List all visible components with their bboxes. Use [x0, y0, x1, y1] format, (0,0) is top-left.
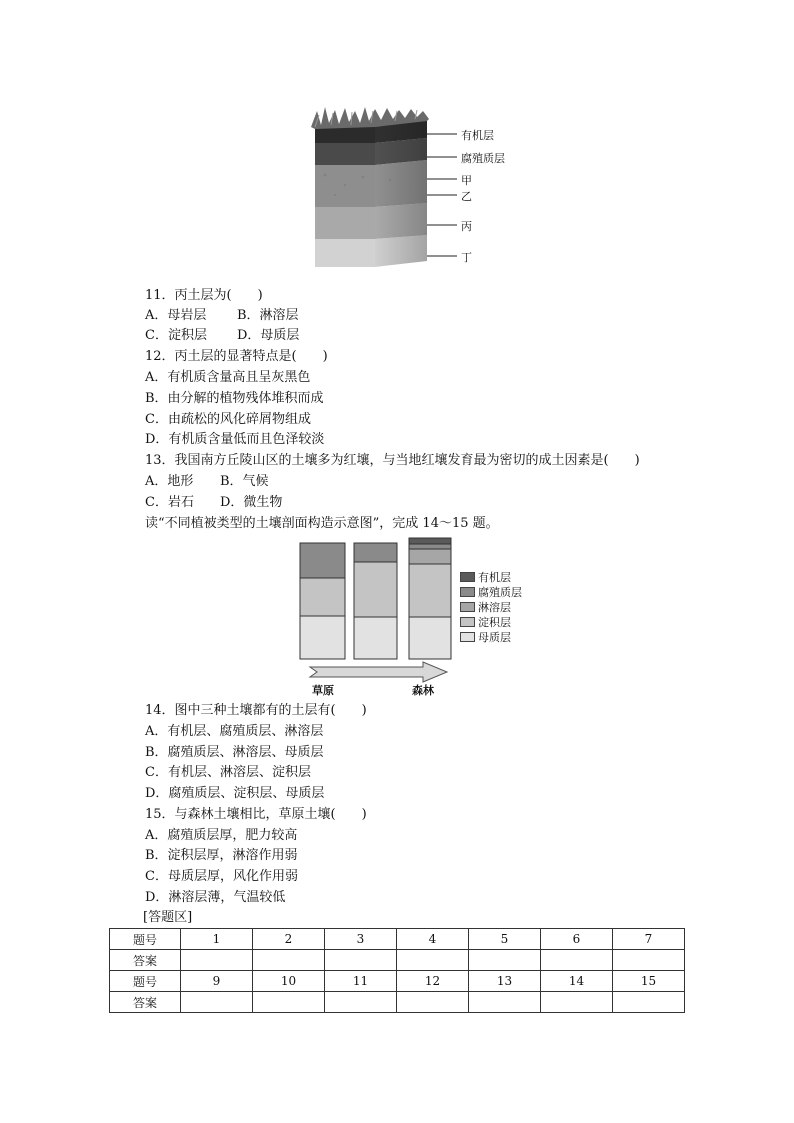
label-yi: 乙 [461, 190, 472, 203]
option-c: C．有机层、淋溶层、淀积层 [145, 765, 311, 780]
forest-deposition [409, 564, 451, 617]
header-cell: 答案 [110, 992, 181, 1013]
option-c: C．母质层厚，风化作用弱 [145, 869, 298, 884]
answer-cell[interactable] [541, 950, 613, 971]
answer-cell[interactable] [181, 992, 253, 1013]
arrow-start-label: 草原 [312, 684, 334, 697]
question-number-cell: 11 [325, 971, 397, 992]
option-a: A．有机质含量高且呈灰黑色 [145, 370, 311, 385]
question-number-cell: 13 [469, 971, 541, 992]
table-row [110, 992, 685, 1013]
header-cell: 题号 [110, 929, 181, 950]
legend-swatch [460, 632, 475, 642]
option-b: B．由分解的植物残体堆积而成 [145, 391, 324, 406]
answer-cell[interactable] [181, 950, 253, 971]
answer-cell[interactable] [325, 950, 397, 971]
label-ding: 丁 [461, 251, 472, 264]
arrow-icon [310, 662, 447, 682]
question-number-cell: 4 [397, 929, 469, 950]
answer-table [109, 928, 685, 1013]
option-d: D．腐殖质层、淀积层、母质层 [145, 786, 325, 801]
answer-cell[interactable] [253, 992, 325, 1013]
label-organic-layer: 有机层 [461, 129, 494, 142]
question-number-cell: 14 [541, 971, 613, 992]
table-row [110, 971, 685, 992]
question-14-stem: 14．图中三种土壤都有的土层有( ) [145, 703, 367, 718]
header-cell: 题号 [110, 971, 181, 992]
legend-swatch [460, 587, 475, 597]
option-d: D．微生物 [220, 495, 283, 510]
option-b: B．气候 [220, 474, 269, 489]
answer-cell[interactable] [541, 992, 613, 1013]
question-13-stem: 13．我国南方丘陵山区的土壤多为红壤，与当地红壤发育最为密切的成土因素是( ) [145, 453, 640, 468]
legend-deposition-layer: 淀积层 [460, 614, 511, 630]
question-number-cell: 9 [181, 971, 253, 992]
answer-cell[interactable] [469, 992, 541, 1013]
answer-cell[interactable] [613, 950, 685, 971]
option-d: D．有机质含量低而且色泽较淡 [145, 432, 325, 447]
answer-cell[interactable] [253, 950, 325, 971]
answer-area-title: [答题区] [143, 910, 193, 925]
grassland-humus [300, 543, 345, 578]
question-number-cell: 12 [397, 971, 469, 992]
question-number-cell: 7 [613, 929, 685, 950]
question-11-stem: 11．丙土层为( ) [145, 288, 263, 303]
option-a: A．有机层、腐殖质层、淋溶层 [145, 724, 324, 739]
option-d: D．淋溶层薄，气温较低 [145, 890, 286, 905]
option-a: A．母岩层 [145, 308, 207, 323]
forest-humus [409, 544, 451, 549]
answer-cell[interactable] [397, 992, 469, 1013]
question-number-cell: 15 [613, 971, 685, 992]
question-number-cell: 3 [325, 929, 397, 950]
question-number-cell: 6 [541, 929, 613, 950]
grassland-parent [300, 616, 345, 659]
middle-parent [354, 617, 397, 659]
option-c: C．由疏松的风化碎屑物组成 [145, 412, 311, 427]
answer-cell[interactable] [325, 992, 397, 1013]
question-13-options-row1 [145, 472, 269, 492]
arrow-end-label: 森林 [412, 684, 434, 697]
question-number-cell: 2 [253, 929, 325, 950]
option-a: A．地形 [145, 474, 194, 489]
question-number-cell: 10 [253, 971, 325, 992]
forest-organic [409, 538, 451, 544]
question-13-options-row2 [145, 493, 282, 513]
forest-parent [409, 617, 451, 659]
option-a: A．腐殖质层厚，肥力较高 [145, 828, 298, 843]
question-number-cell: 5 [469, 929, 541, 950]
option-b: B．淋溶层 [237, 308, 299, 323]
legend-swatch [460, 572, 475, 582]
label-humus-layer: 腐殖质层 [461, 152, 505, 165]
option-b: B．淀积层厚，淋溶作用弱 [145, 848, 298, 863]
forest-leaching [409, 549, 451, 564]
header-cell: 答案 [110, 950, 181, 971]
option-b: B．腐殖质层、淋溶层、母质层 [145, 745, 324, 760]
question-11-options-row2 [145, 326, 299, 346]
middle-humus [354, 543, 397, 562]
grassland-deposition [300, 578, 345, 616]
table-row [110, 929, 685, 950]
option-d: D．母质层 [237, 328, 300, 343]
table-row [110, 950, 685, 971]
figure2-intro: 读“不同植被类型的土壤剖面构造示意图”，完成 14～15 题。 [145, 516, 499, 531]
option-c: C．淀积层 [145, 328, 207, 343]
question-12-stem: 12．丙土层的显著特点是( ) [145, 349, 328, 364]
soil-columns-figure [295, 535, 455, 695]
answer-cell[interactable] [613, 992, 685, 1013]
question-15-stem: 15．与森林土壤相比，草原土壤( ) [145, 807, 367, 822]
legend-organic-layer: 有机层 [460, 569, 511, 585]
question-number-cell: 1 [181, 929, 253, 950]
soil-columns-chart [295, 535, 455, 695]
legend-swatch [460, 602, 475, 612]
question-11-options-row1 [145, 306, 299, 326]
answer-cell[interactable] [469, 950, 541, 971]
legend-parent-layer: 母质层 [460, 629, 511, 645]
legend-humus-layer: 腐殖质层 [460, 584, 522, 600]
option-c: C．岩石 [145, 495, 194, 510]
answer-cell[interactable] [397, 950, 469, 971]
label-bing: 丙 [461, 220, 472, 233]
label-jia: 甲 [461, 174, 472, 187]
middle-deposition [354, 562, 397, 617]
legend-swatch [460, 617, 475, 627]
legend-leaching-layer: 淋溶层 [460, 599, 511, 615]
